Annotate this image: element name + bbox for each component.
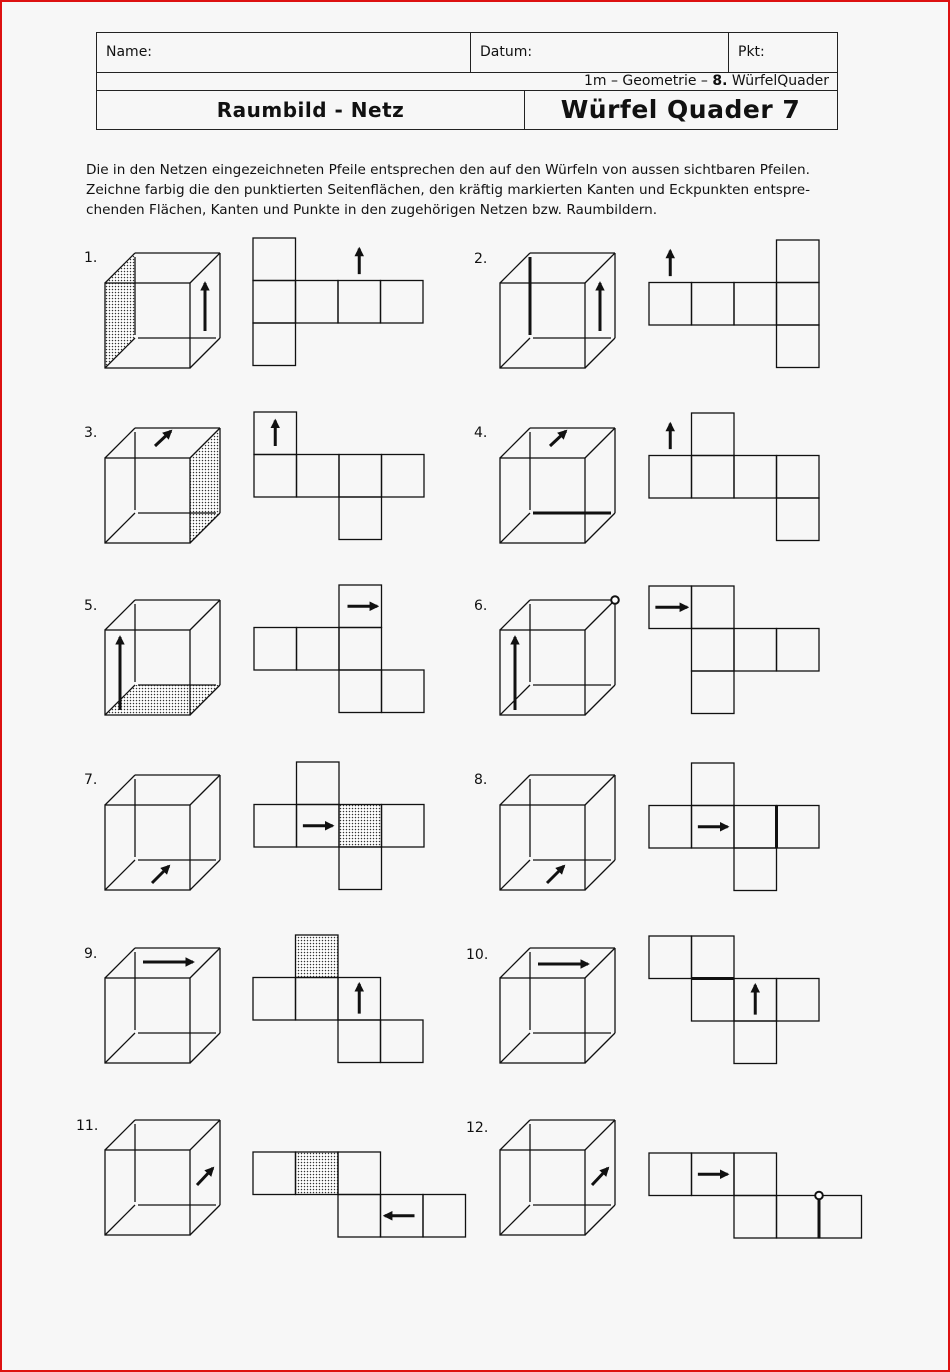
net-square xyxy=(692,586,735,629)
cube-edge xyxy=(500,428,530,458)
cube-edge xyxy=(190,1120,220,1150)
cube-edge xyxy=(500,513,530,543)
exercise-number: 7. xyxy=(84,772,98,788)
worksheet-title: Würfel Quader 7 xyxy=(560,95,801,124)
net-square xyxy=(339,497,382,540)
net-square xyxy=(338,1020,381,1063)
net-square xyxy=(339,670,382,713)
net-square xyxy=(777,806,820,849)
arrow-mark xyxy=(547,866,564,883)
cube-edge xyxy=(500,860,530,890)
arrow-mark xyxy=(197,1168,213,1185)
cube-edge xyxy=(500,1120,530,1150)
net-square xyxy=(338,1195,381,1238)
cube-edge xyxy=(190,775,220,805)
exercise-number: 11. xyxy=(76,1118,99,1134)
cube-edge xyxy=(190,1033,220,1063)
net-square xyxy=(253,238,296,281)
cube-edge xyxy=(105,1120,135,1150)
cube-edge xyxy=(105,948,135,978)
net-square xyxy=(382,455,425,498)
cube-edge xyxy=(500,253,530,283)
net-square xyxy=(297,628,340,671)
cube-edge xyxy=(585,1205,615,1235)
cube-edge xyxy=(105,860,135,890)
net-square xyxy=(777,1196,820,1239)
exercise-number: 12. xyxy=(466,1120,489,1136)
net-square xyxy=(734,283,777,326)
cube-edge xyxy=(585,513,615,543)
exercise-number: 2. xyxy=(474,251,488,267)
net-square xyxy=(338,281,381,324)
net-square xyxy=(649,1153,692,1196)
net-square xyxy=(339,847,382,890)
cube-edge xyxy=(105,428,135,458)
cube-edge xyxy=(500,338,530,368)
cube-edge xyxy=(585,428,615,458)
net-square xyxy=(649,283,692,326)
vertex-mark xyxy=(611,596,619,604)
net-square xyxy=(734,848,777,891)
net-square xyxy=(692,979,735,1022)
net-square xyxy=(253,978,296,1021)
shaded-face xyxy=(105,685,220,715)
net-square xyxy=(297,762,340,805)
net-square xyxy=(819,1196,862,1239)
cube-edge xyxy=(190,253,220,283)
cube-edge xyxy=(190,948,220,978)
net-square xyxy=(734,629,777,672)
net-square xyxy=(296,978,339,1021)
net-square xyxy=(734,1021,777,1064)
net-square xyxy=(777,456,820,499)
net-square xyxy=(339,628,382,671)
net-square xyxy=(649,806,692,849)
net-square xyxy=(692,763,735,806)
instruction-line: chenden Flächen, Kanten und Punkte in den zugehörigen Netzen bzw. Raumbildern. xyxy=(86,202,658,218)
cube-edge xyxy=(585,948,615,978)
net-square xyxy=(254,455,297,498)
shaded-face xyxy=(105,253,135,368)
cube-edge xyxy=(500,1033,530,1063)
net-square xyxy=(253,281,296,324)
cube-edge xyxy=(105,1033,135,1063)
net-square xyxy=(777,498,820,541)
net-square xyxy=(254,805,297,848)
cube-edge xyxy=(105,600,135,630)
net-square xyxy=(734,456,777,499)
net-square xyxy=(381,1020,424,1063)
cube-edge xyxy=(105,1205,135,1235)
course-number: 8. xyxy=(712,73,728,89)
net-square xyxy=(734,1153,777,1196)
arrow-mark xyxy=(152,866,169,883)
cube-edge xyxy=(585,253,615,283)
net-square xyxy=(297,455,340,498)
cube-edge xyxy=(500,948,530,978)
points-label: Pkt: xyxy=(738,44,765,60)
exercise-number: 9. xyxy=(84,946,98,962)
exercise-number: 4. xyxy=(474,425,488,441)
net-square xyxy=(692,283,735,326)
net-square xyxy=(382,805,425,848)
shaded-face xyxy=(296,1152,339,1195)
net-square xyxy=(692,671,735,714)
net-square xyxy=(423,1195,466,1238)
shaded-face xyxy=(190,428,220,543)
cube-edge xyxy=(190,338,220,368)
net-square xyxy=(381,281,424,324)
net-square xyxy=(692,936,735,979)
cube-edge xyxy=(105,513,135,543)
worksheet-subtitle: Raumbild - Netz xyxy=(97,91,525,129)
exercise-number: 3. xyxy=(84,425,98,441)
cube-edge xyxy=(585,600,615,630)
cube-edge xyxy=(585,775,615,805)
shaded-face xyxy=(296,935,339,978)
cube-edge xyxy=(585,1033,615,1063)
net-square xyxy=(777,629,820,672)
net-square xyxy=(253,323,296,366)
net-square xyxy=(777,240,820,283)
instruction-line: Die in den Netzen eingezeichneten Pfeile entsprechen den auf den Würfeln von aussen sichtbaren Pfeilen. xyxy=(86,162,810,178)
cube-edge xyxy=(500,600,530,630)
net-square xyxy=(382,670,425,713)
net-square xyxy=(339,455,382,498)
shaded-face xyxy=(339,805,382,848)
cube-edge xyxy=(500,775,530,805)
exercise-number: 10. xyxy=(466,947,489,963)
cube-edge xyxy=(190,600,220,630)
net-square xyxy=(777,283,820,326)
net-square xyxy=(692,629,735,672)
exercise-number: 6. xyxy=(474,598,488,614)
date-label: Datum: xyxy=(480,44,533,60)
net-square xyxy=(338,1152,381,1195)
cube-edge xyxy=(585,1120,615,1150)
name-label: Name: xyxy=(106,44,153,60)
cube-edge xyxy=(500,1205,530,1235)
net-square xyxy=(734,1196,777,1239)
net-square xyxy=(777,979,820,1022)
course-topic: WürfelQuader xyxy=(727,73,829,89)
net-square xyxy=(296,281,339,324)
net-square xyxy=(777,325,820,368)
net-square xyxy=(649,936,692,979)
net-square xyxy=(734,806,777,849)
exercise-number: 5. xyxy=(84,598,98,614)
cube-edge xyxy=(105,775,135,805)
net-square xyxy=(649,456,692,499)
net-square xyxy=(692,456,735,499)
course-prefix: 1m – Geometrie – xyxy=(583,73,713,89)
net-square xyxy=(253,1152,296,1195)
net-square xyxy=(254,628,297,671)
cube-edge xyxy=(585,685,615,715)
vertex-mark xyxy=(815,1192,823,1200)
arrow-mark xyxy=(592,1168,608,1185)
arrow-mark xyxy=(550,431,566,446)
net-square xyxy=(692,413,735,456)
cube-edge xyxy=(585,860,615,890)
exercise-number: 8. xyxy=(474,772,488,788)
instruction-line: Zeichne farbig die den punktierten Seitenflächen, den kräftig markierten Kanten und Eckpunkten entspre- xyxy=(86,182,811,198)
cube-edge xyxy=(585,338,615,368)
cube-edge xyxy=(190,860,220,890)
exercise-number: 1. xyxy=(84,250,98,266)
cube-edge xyxy=(190,1205,220,1235)
arrow-mark xyxy=(155,431,171,446)
